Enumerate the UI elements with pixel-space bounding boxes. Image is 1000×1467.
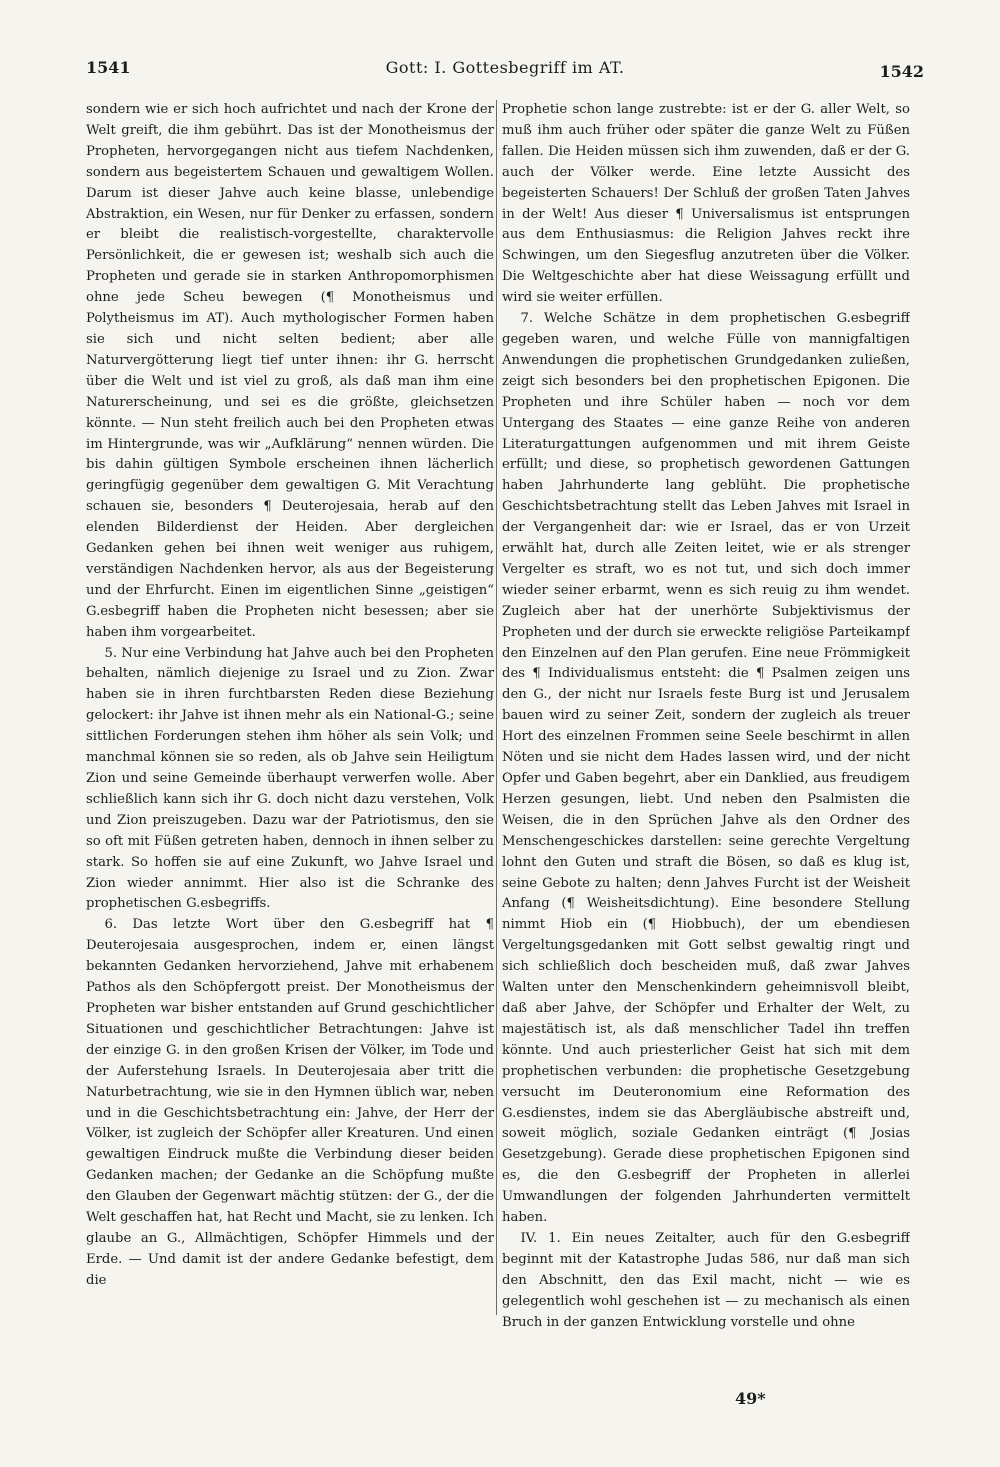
right-paragraph-1: Prophetie schon lange zustrebte: ist er der G. aller Welt, so muß ihm auch früher oder später die ganze Welt zu Füßen fallen. Die Heiden müssen sich ihm zuwenden, daß er der G. auch der Völker werde. Eine letzte Aussicht des begeisterten Schauers! Der Schluß der großen Taten Jahves in der Welt! Aus dieser ¶ Universalismus ist entsprungen aus dem Enthusiasmus: die Religion Jahves reckt ihre Schwingen, um den Siegesflug anzutreten über die Völker. Die Weltgeschichte aber hat diese Weissagung erfüllt und wird sie weiter erfüllen. [502,102,910,306]
left-paragraph-2: 5. Nur eine Verbindung hat Jahve auch bei den Propheten behalten, nämlich diejenige zu Israel und zu Zion. Zwar haben sie in ihren furchtbarsten Reden diese Beziehung gelockert: ihr Jahve ist ihnen mehr als ein National-G.; seine sittlichen Forderungen stehen ihm höher als sein Volk; und manchmal können sie so reden, als ob Jahve sein Heiligtum Zion und seine Gemeinde überhaupt verwerfen wolle. Aber schließlich kann sich ihr G. doch nicht dazu verstehen, Volk und Zion preiszugeben. Dazu war der Patriotismus, den sie so oft mit Füßen getreten haben, dennoch in ihnen selber zu stark. So hoffen sie auf eine Zukunft, wo Jahve Israel und Zion wieder annimmt. Hier also ist die Schranke des prophetischen G.esbegriffs. [86,645,494,912]
page-number-left: 1541 [86,58,131,77]
signature-mark: 49* [735,1389,766,1408]
right-column [502,100,910,1380]
column-divider [496,100,497,1315]
right-paragraph-2: 7. Welche Schätze in dem prophetischen G.esbegriff gegeben waren, und welche Fülle von mannigfaltigen Anwendungen die prophetischen Grundgedanken zuließen, zeigt sich besonders bei den prophetischen Epigonen. Die Propheten und ihre Schüler haben — noch vor dem Untergang des Staates — eine ganze Reihe von anderen Literaturgattungen aufgenommen und mit ihrem Geiste erfüllt; und diese, so prophetisch gewordenen Gattungen haben Jahrhunderte lang geblüht. Die prophetische Geschichtsbetrachtung stellt das Leben Jahves mit Israel in der Vergangenheit dar: wie er Israel, das er von Urzeit erwählt hat, durch alle Zeiten leitet, wie er als strenger Vergelter es straft, wo es not tut, und sich doch immer wieder seiner erbarmt, wenn es sich reuig zu ihm wendet. Zugleich aber hat der unerhörte Subjektivismus der Propheten und der durch sie erweckte religiöse Parteikampf den Einzelnen auf den Plan gerufen. Eine neue Frömmigkeit des ¶ Individualismus entsteht: die ¶ Psalmen zeigen uns den G., der nicht nur Israels feste Burg ist und Jerusalem bauen wird zu seiner Zeit, sondern der zugleich als treuer Hort des einzelnen Frommen seine Seele beschirmt in allen Nöten und sie nicht dem Hades lassen wird, und der nicht Opfer und Gaben begehrt, aber ein Danklied, aus freudigem Herzen gesungen, liebt. Und neben den Psalmisten die Weisen, die in den Sprüchen Jahve als den Ordner des Menschengeschickes darstellen: seine gerechte Vergeltung lohnt den Guten und straft die Bösen, so daß es klug ist, seine Gebote zu halten; denn Jahves Furcht ist der Weisheit Anfang (¶ Weisheitsdichtung). Eine besondere Stellung nimmt Hiob ein (¶ Hiobbuch), der um ebendiesen Vergeltungsgedanken mit Gott selbst gewaltig ringt und sich schließlich doch bescheiden muß, daß zwar Jahves Walten unter den Menschenkindern geheimnisvoll bleibt, daß aber Jahve, der Schöpfer und Erhalter der Welt, zu majestätisch ist, als daß menschlicher Tadel ihn treffen könnte. Und auch priesterlicher Geist hat sich mit dem prophetischen verbunden: die prophetische Gesetzgebung versucht im Deuteronomium eine Reformation des G.esdienstes, indem sie das Abergläubische abstreift und, soweit möglich, soziale Gedanken einträgt (¶ Josias Gesetzgebung). Gerade diese prophetischen Epigonen sind es, die den G.esbegriff der Propheten in allerlei Umwandlungen der folgenden Jahrhunderten vermittelt haben. [502,311,910,1226]
page-number-right: 1542 [879,62,924,81]
left-column [86,100,494,1380]
running-header [86,58,924,88]
left-paragraph-1: sondern wie er sich hoch aufrichtet und nach der Krone der Welt greift, die ihm gebührt. Das ist der Monotheismus der Propheten, hervorgegangen nicht aus tiefem Nachdenken, sondern aus begeistertem Schauen und gewaltigem Wollen. Darum ist dieser Jahve auch keine blasse, unlebendige Abstraktion, ein Wesen, nur für Denker zu erfassen, sondern er bleibt die realistisch-vorgestellte, charaktervolle Persönlichkeit, die er gewesen ist; weshalb sich auch die Propheten und gerade sie in starken Anthropomorphismen ohne jede Scheu bewegen (¶ Monotheismus und Polytheismus im AT). Auch mythologischer Formen haben sie sich und nicht selten bedient; aber alle Naturvergötterung liegt tief unter ihnen: ihr G. herrscht über die Welt und ist viel zu groß, als daß man ihm eine Naturerscheinung, und sei es die größte, gleichsetzen könnte. — Nun steht freilich auch bei den Propheten etwas im Hintergrunde, was wir „Aufklärung“ nennen würden. Die bis dahin gültigen Symbole erscheinen ihnen lächerlich geringfügig gegenüber dem gewaltigen G. Mit Verachtung schauen sie, besonders ¶ Deuterojesaia, herab auf den elenden Bilderdienst der Heiden. Aber dergleichen Gedanken gehen bei ihnen weit weniger aus ruhigem, verständigen Nachdenken hervor, als aus der Begeisterung und der Ehrfurcht. Einen im eigentlichen Sinne „geistigen“ G.esbegriff haben die Propheten nicht besessen; aber sie haben ihm vorgearbeitet. [86,102,494,640]
right-paragraph-3: IV. 1. Ein neues Zeitalter, auch für den G.esbegriff beginnt mit der Katastrophe Judas 586, nur daß man sich den Abschnitt, den das Exil macht, nicht — wie es gelegentlich wohl geschehen ist — zu mechanisch als einen Bruch in der ganzen Entwicklung vorstelle und ohne [502,1230,910,1330]
running-title: Gott: I. Gottesbegriff im AT. [385,58,625,77]
left-paragraph-3: 6. Das letzte Wort über den G.esbegriff hat ¶ Deuterojesaia ausgesprochen, indem er, einen längst bekannten Gedanken hervorziehend, Jahve mit erhabenem Pathos als den Schöpfergott preist. Der Monotheismus der Propheten war bisher entstanden auf Grund geschichtlicher Situationen und geschichtlicher Betrachtungen: Jahve ist der einzige G. in den großen Krisen der Völker, im Tode und der Auferstehung Israels. In Deuterojesaia aber tritt die Naturbetrachtung, wie sie in den Hymnen üblich war, neben und in die Geschichtsbetrachtung ein: Jahve, der Herr der Völker, ist zugleich der Schöpfer aller Kreaturen. Und einen gewaltigen Eindruck mußte die Verbindung dieser beiden Gedanken machen; der Gedanke an die Schöpfung mußte den Glauben der Gegenwart mächtig stützen: der G., der die Welt geschaffen hat, hat Recht und Macht, sie zu lenken. Ich glaube an G., Allmächtigen, Schöpfer Himmels und der Erde. — Und damit ist der andere Gedanke befestigt, dem die [86,917,494,1288]
